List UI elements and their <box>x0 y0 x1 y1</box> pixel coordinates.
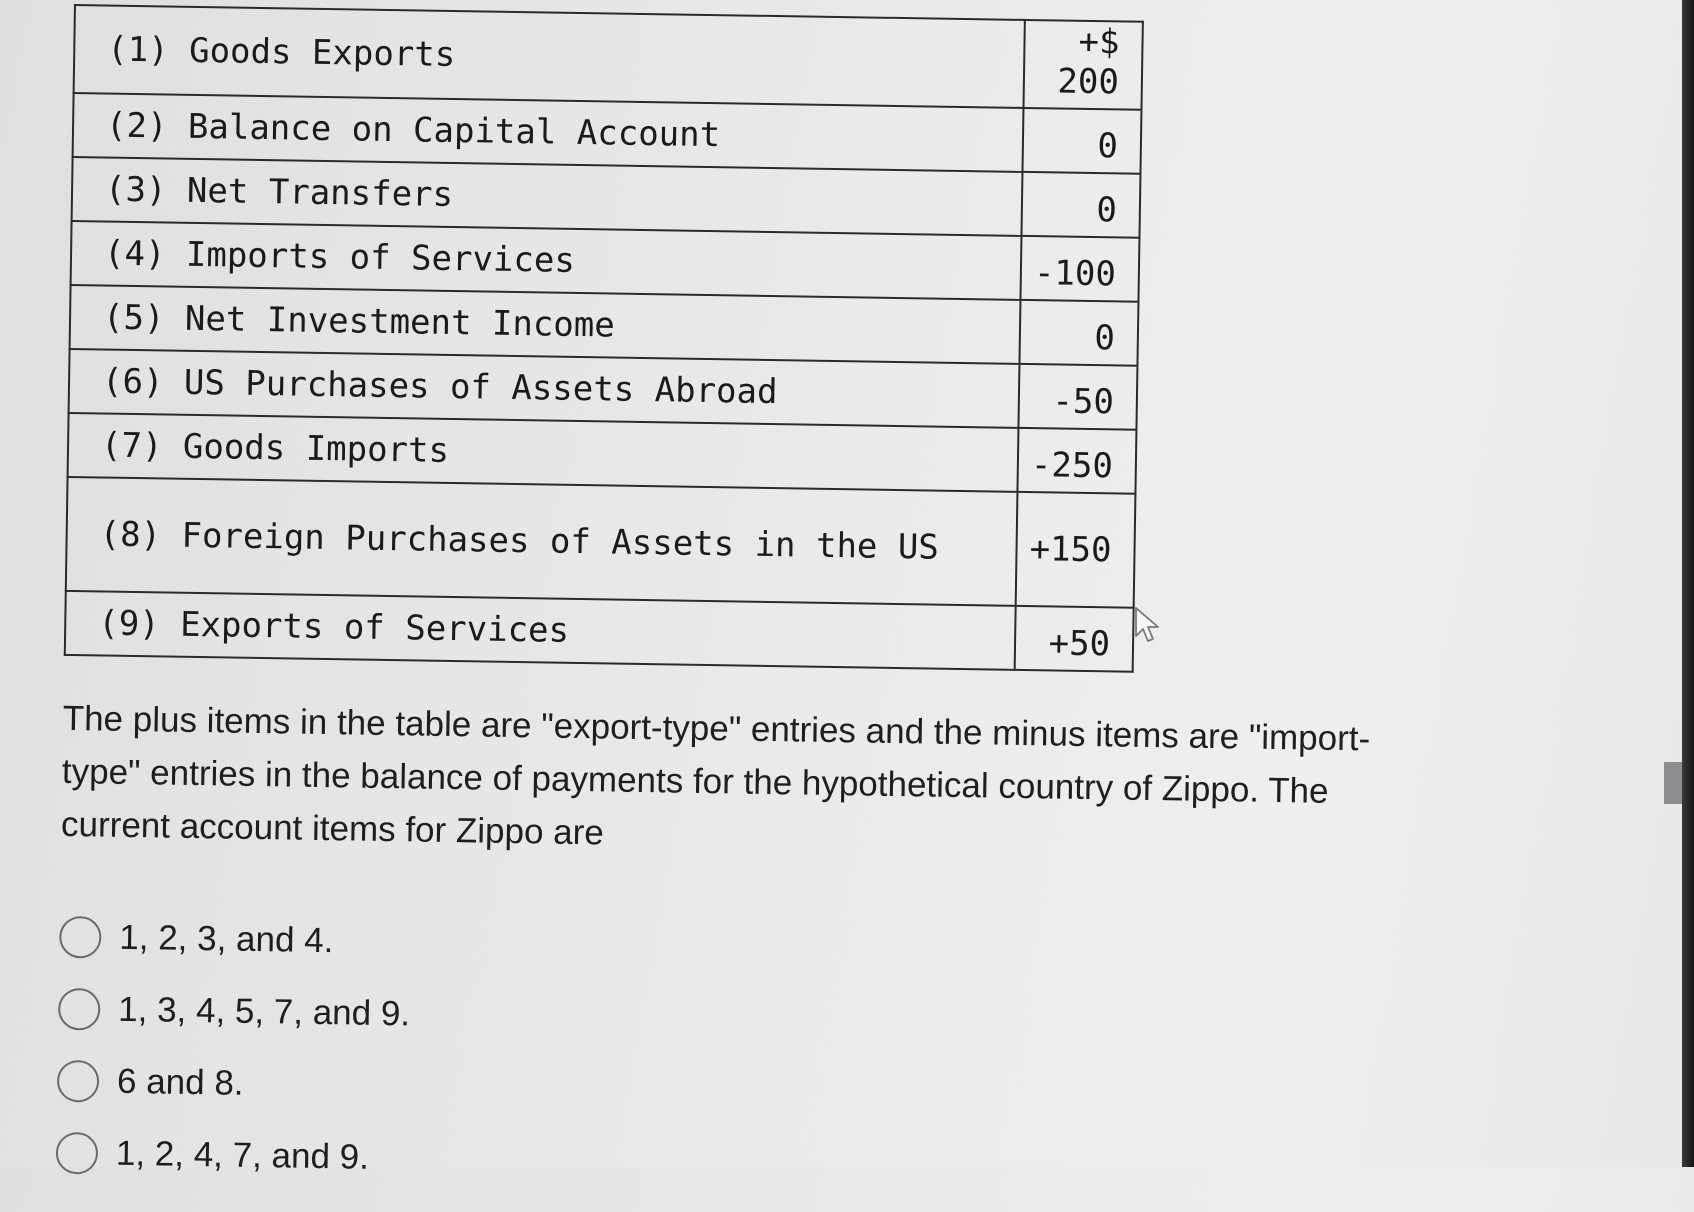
row-value: -100 <box>1021 236 1140 302</box>
row-value: +150 <box>1016 492 1136 608</box>
row-value: +$ 200 <box>1024 20 1143 110</box>
question-content <box>55 4 1523 1212</box>
radio-button[interactable] <box>58 988 101 1031</box>
row-label: (7) Goods Imports <box>68 413 1019 492</box>
row-label: (3) Net Transfers <box>72 157 1023 236</box>
answer-options <box>55 901 1509 1212</box>
row-label: (6) US Purchases of Assets Abroad <box>69 349 1020 428</box>
table-row <box>74 5 1143 110</box>
row-label: (2) Balance on Capital Account <box>73 93 1024 172</box>
row-value: 0 <box>1023 108 1142 174</box>
mouse-pointer-icon <box>1134 606 1164 646</box>
table-row <box>66 477 1136 608</box>
row-value: +50 <box>1015 606 1134 672</box>
option-label: 1, 2, 3, and 4. <box>119 917 334 961</box>
row-label: (4) Imports of Services <box>71 221 1022 300</box>
row-label: (1) Goods Exports <box>74 5 1025 108</box>
row-value: 0 <box>1020 300 1139 366</box>
radio-button[interactable] <box>59 916 102 959</box>
option-label: 1, 2, 4, 7, and 9. <box>115 1133 370 1177</box>
screen-edge <box>1682 0 1694 1167</box>
balance-of-payments-table <box>64 4 1144 673</box>
question-text: The plus items in the table are "export-type" entries and the minus items are "import-type" entries in the balance of payments for the hypothetical country of Zippo. The current account items for Zippo are <box>60 698 1371 853</box>
row-label: (5) Net Investment Income <box>70 285 1021 364</box>
option-label: 1, 3, 4, 5, 7, and 9. <box>117 989 411 1034</box>
row-label: (8) Foreign Purchases of Assets in the US <box>66 477 1018 606</box>
row-label: (9) Exports of Services <box>65 591 1016 670</box>
row-value: -50 <box>1019 364 1138 430</box>
radio-button[interactable] <box>56 1132 99 1175</box>
row-value: 0 <box>1022 172 1141 238</box>
option-label: 6 and 8. <box>116 1061 244 1103</box>
row-value: -250 <box>1018 428 1137 494</box>
radio-button[interactable] <box>57 1060 100 1103</box>
